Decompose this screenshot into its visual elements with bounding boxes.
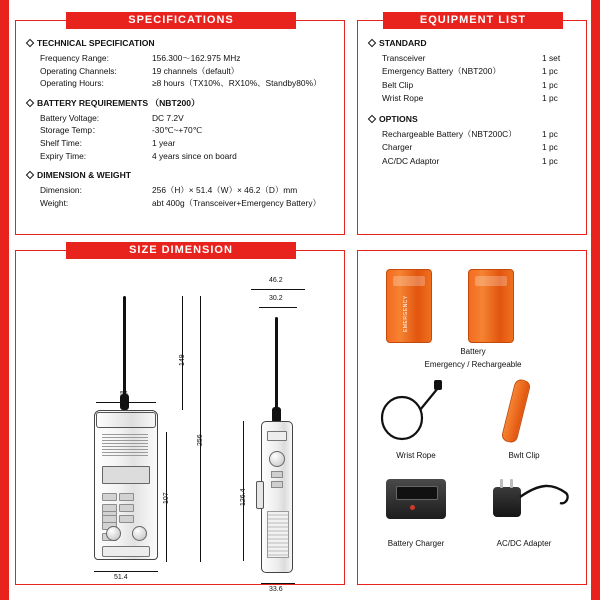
equipment-group-standard [368, 37, 578, 106]
specifications-body [16, 21, 344, 224]
speaker-grille [102, 434, 148, 460]
equipment-group-heading: OPTIONS [368, 113, 578, 125]
dim-line-overall-width [94, 571, 158, 572]
equipment-list-body [358, 21, 586, 183]
spec-section-dimension [26, 169, 336, 209]
wrist-rope-icon [376, 376, 456, 446]
belt-clip-caption: Bwlt Clip [508, 451, 540, 460]
equipment-row [368, 141, 578, 154]
lcd-display [102, 466, 150, 484]
dim-label-body-width: 56 [120, 391, 128, 398]
left-red-edge-bar [0, 0, 9, 600]
spec-row-key: Battery Voltage: [40, 112, 100, 123]
spec-row [26, 150, 336, 163]
dim-label-total-height: 256 [197, 434, 204, 446]
dim-line-antenna [182, 296, 183, 410]
rechargeable-battery-image [468, 269, 514, 343]
battery-caption-line2: Emergency / Rechargeable [424, 360, 522, 369]
battery-caption-line1: Battery [460, 347, 486, 356]
equipment-row [368, 65, 578, 78]
spec-row [26, 137, 336, 150]
dim-label-bottom-depth: 33.6 [269, 586, 283, 593]
equipment-item-name: AC/DC Adaptor [382, 155, 440, 166]
side-knob [269, 451, 285, 467]
antenna-side [275, 317, 278, 417]
channel-knob [132, 526, 147, 541]
charger-slot [396, 486, 438, 500]
spec-row-value: 19 channels（default） [152, 65, 240, 76]
radio-front-body [94, 410, 158, 562]
battery-charger-image [386, 479, 446, 519]
equipment-item-name: Wrist Rope [382, 93, 424, 104]
dim-label-overall-width: 51.4 [114, 574, 128, 581]
side-button [271, 481, 283, 488]
equipment-group-heading: STANDARD [368, 37, 578, 49]
charger-led [410, 505, 415, 510]
ptt-button [256, 481, 264, 509]
dim-line-top-width [251, 289, 305, 290]
spec-row-key: Operating Channels: [40, 65, 117, 76]
dim-line-total-height [200, 296, 201, 562]
spec-row [26, 184, 336, 197]
dim-line-inner-width [259, 307, 297, 308]
equipment-item-name: Charger [382, 142, 413, 153]
spec-row-key: Frequency Range: [40, 52, 109, 63]
radio-side-body [261, 421, 295, 576]
equipment-item-name: Transceiver [382, 52, 426, 63]
equipment-item-qty: 1 pc [542, 155, 558, 166]
adapter-prong [500, 479, 503, 488]
equipment-row [368, 92, 578, 105]
spec-row-value: 4 years since on board [152, 150, 237, 161]
equipment-item-qty: 1 pc [542, 93, 558, 104]
equipment-item-name: Emergency Battery（NBT200） [382, 66, 501, 77]
spec-row-key: Weight: [40, 197, 69, 208]
spec-row-key: Dimension: [40, 185, 82, 196]
spec-row-key: Storage Temp： [40, 125, 101, 136]
spec-row [26, 52, 336, 65]
spec-row-value: 1 year [152, 137, 176, 148]
spec-row-value: abt 400g（Transceiver+Emergency Battery） [152, 197, 321, 208]
spec-row-value: ≥8 hours（TX10%、RX10%、Standby80%） [152, 78, 322, 89]
volume-knob [106, 526, 121, 541]
side-button [271, 471, 283, 478]
size-dimension-panel [15, 244, 345, 593]
spec-row-value: 256（H）× 51.4（W）× 46.2（D）mm [152, 185, 298, 196]
adapter-cable [516, 479, 572, 523]
emergency-battery-image [386, 269, 432, 343]
radio-top-panel [96, 412, 156, 428]
equipment-item-qty: 1 pc [542, 66, 558, 77]
spec-row-key: Operating Hours: [40, 78, 104, 89]
specifications-panel [15, 14, 345, 235]
dim-label-side-height: 126.4 [240, 488, 247, 506]
dim-line-body-width [96, 402, 156, 403]
accessory-images-panel [357, 250, 587, 585]
side-top-detail [267, 431, 287, 441]
spec-row [26, 112, 336, 125]
equipment-group-options [368, 113, 578, 168]
dim-label-body-height: 107 [163, 492, 170, 504]
equipment-list-title: EQUIPMENT LIST [383, 12, 563, 29]
equipment-item-name: Belt Clip [382, 79, 414, 90]
spec-row [26, 77, 336, 90]
spec-section-technical [26, 37, 336, 90]
spec-section-battery [26, 97, 336, 162]
spec-section-heading: TECHNICAL SPECIFICATION [26, 37, 336, 49]
equipment-item-qty: 1 pc [542, 142, 558, 153]
spec-row-key: Expiry Time: [40, 150, 87, 161]
dim-line-bottom-depth [261, 583, 295, 584]
specifications-title: SPECIFICATIONS [66, 12, 296, 29]
spec-row [26, 65, 336, 78]
spec-row-value: 156.300～162.975 MHz [152, 52, 241, 63]
spec-section-heading: BATTERY REQUIREMENTS （NBT200） [26, 97, 336, 109]
antenna [123, 296, 126, 404]
keypad-row [102, 510, 148, 517]
spec-row-value: -30℃~+70℃ [152, 125, 203, 136]
equipment-row [368, 155, 578, 168]
side-texture-panel [267, 511, 289, 558]
wrist-rope-caption: Wrist Rope [396, 451, 436, 460]
charger-caption: Battery Charger [387, 539, 445, 548]
right-red-edge-bar [591, 0, 600, 600]
adapter-caption: AC/DC Adapter [496, 539, 552, 548]
spec-row [26, 197, 336, 210]
dim-label-antenna-length: 149 [179, 354, 186, 366]
belt-clip-image [500, 378, 531, 444]
battery-label: EMERGENCY [403, 295, 409, 332]
spec-row [26, 124, 336, 137]
spec-section-heading: DIMENSION & WEIGHT [26, 169, 336, 181]
front-view-drawing [86, 286, 216, 581]
spec-row-key: Shelf Time: [40, 137, 82, 148]
equipment-row [368, 79, 578, 92]
keypad-row [102, 488, 148, 495]
equipment-row [368, 52, 578, 65]
equipment-item-name: Rechargeable Battery（NBT200C） [382, 128, 517, 139]
keypad-row [102, 499, 148, 506]
equipment-row [368, 128, 578, 141]
equipment-item-qty: 1 set [542, 52, 561, 63]
dim-label-top-width: 46.2 [269, 277, 283, 284]
bottom-connector [102, 546, 150, 557]
side-view-drawing [231, 271, 351, 593]
size-dimension-title: SIZE DIMENSION [66, 242, 296, 259]
spec-row-value: DC 7.2V [152, 112, 184, 123]
dim-label-inner-width: 30.2 [269, 295, 283, 302]
equipment-item-qty: 1 pc [542, 128, 558, 139]
adapter-prong [510, 479, 513, 488]
equipment-item-qty: 1 pc [542, 79, 558, 90]
equipment-list-panel [357, 14, 587, 235]
